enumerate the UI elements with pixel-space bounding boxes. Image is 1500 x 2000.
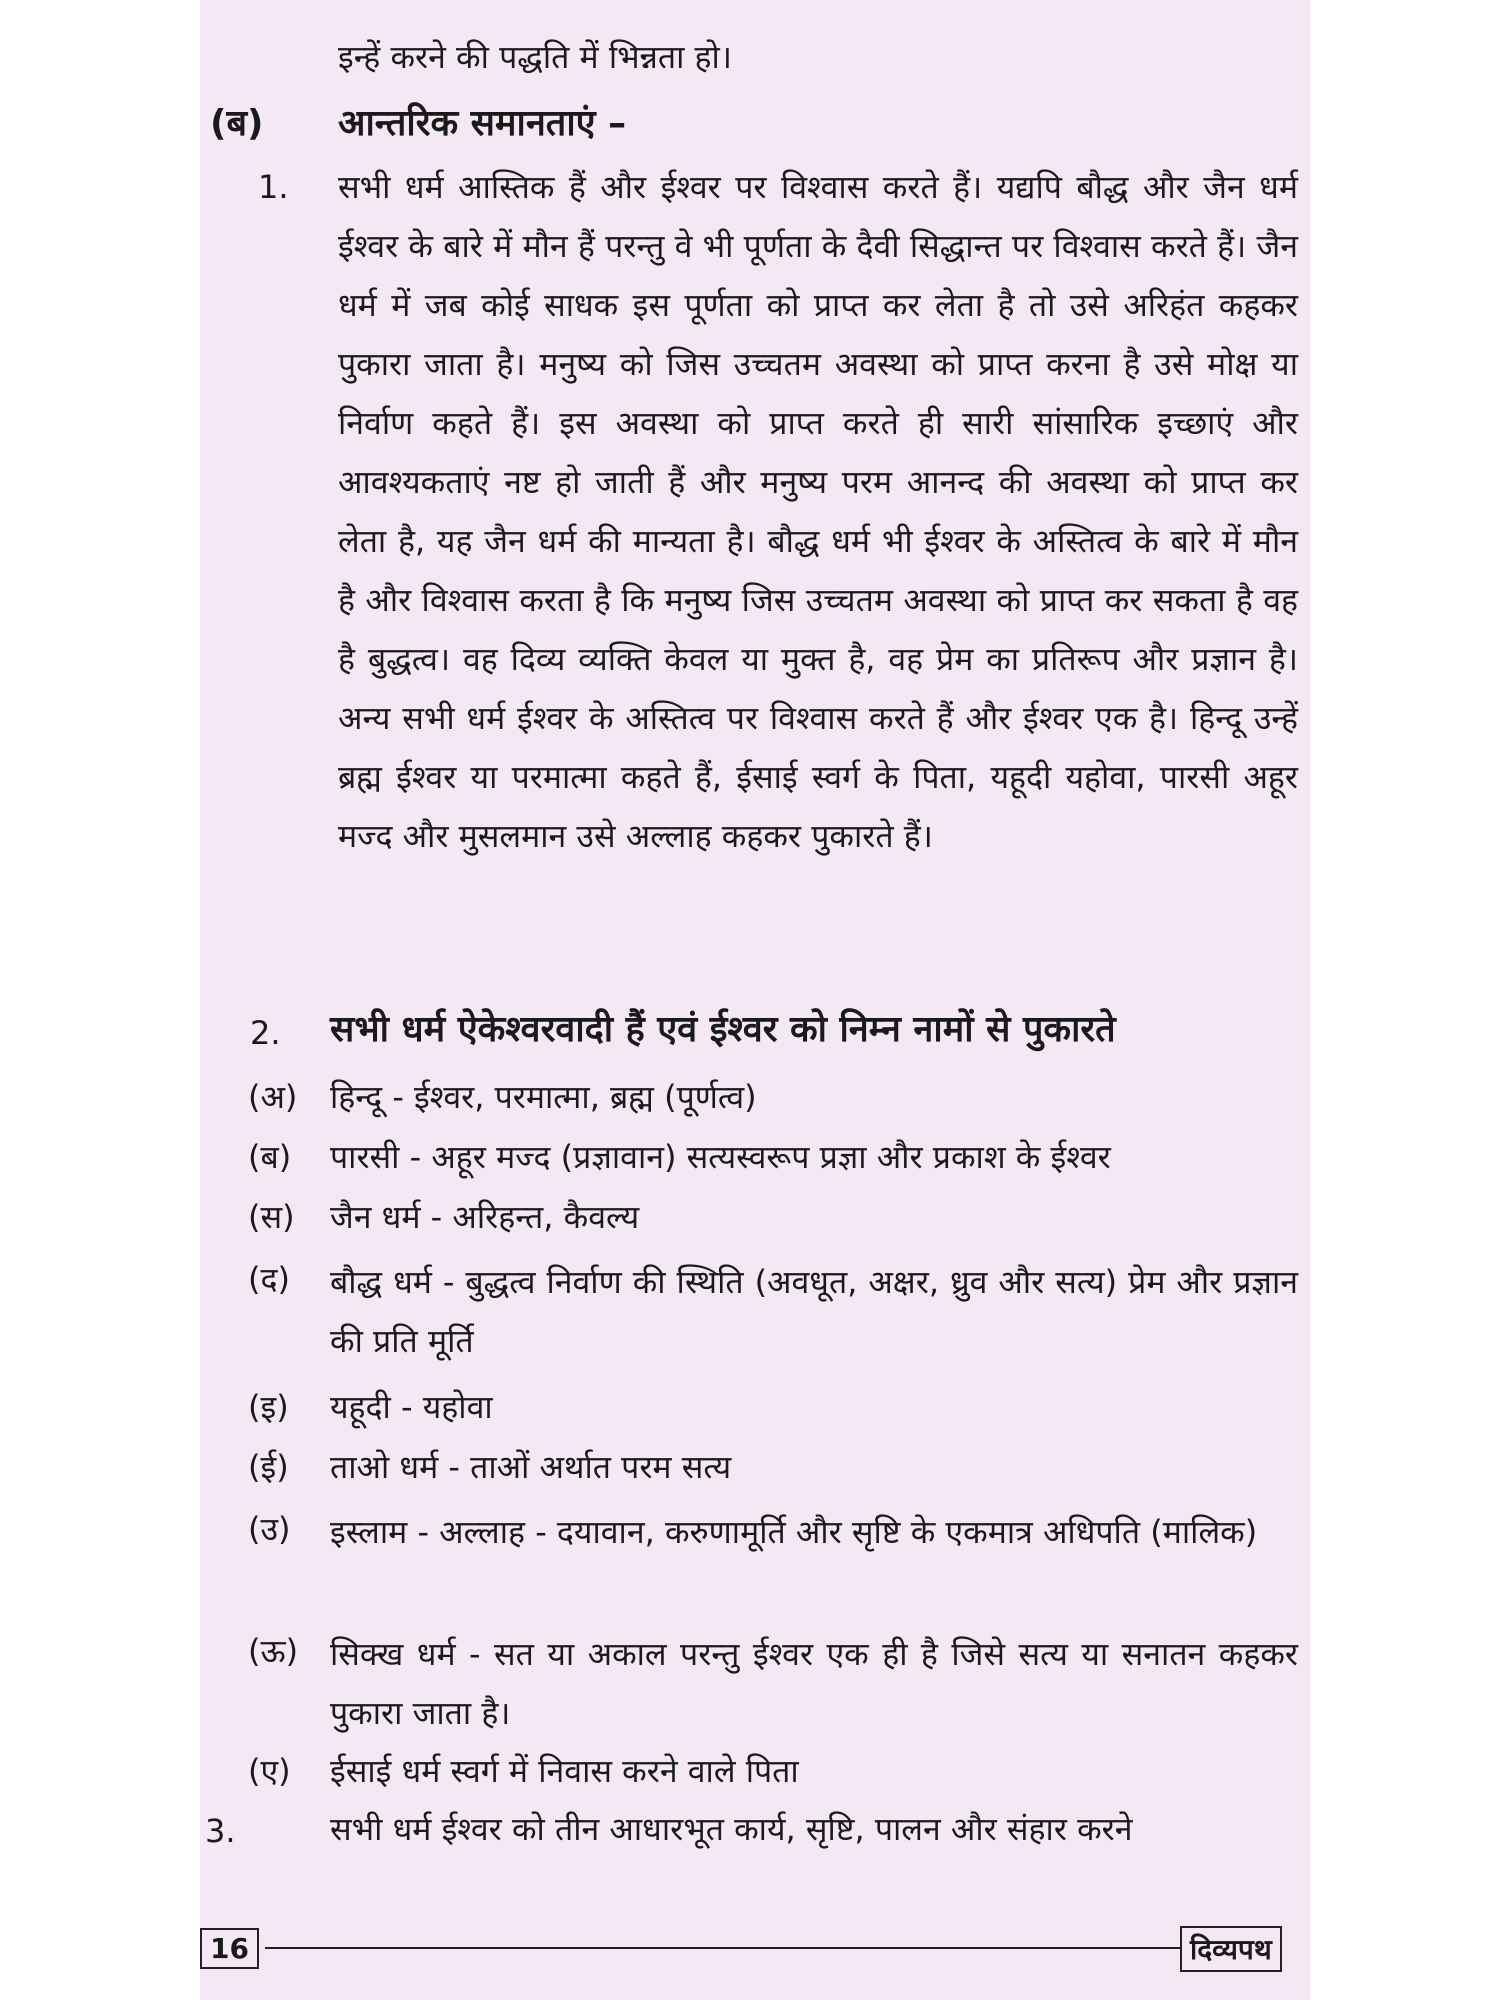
- item-text: हिन्दू - ईश्वर, परमात्मा, ब्रह्म (पूर्णत्व): [330, 1078, 757, 1116]
- section-b-marker: (ब): [210, 103, 264, 144]
- point-2-number: 2.: [250, 1014, 281, 1052]
- item-marker: (द): [248, 1260, 290, 1298]
- footer-rule: [265, 1947, 1180, 1949]
- item-text: यहूदी - यहोवा: [330, 1388, 493, 1426]
- item-text: बौद्ध धर्म - बुद्धत्व निर्वाण की स्थिति (अवधूत, अक्षर, ध्रुव और सत्य) प्रेम और प्रज्ञान की प्रति मूर्ति: [330, 1263, 1298, 1360]
- book-title: दिव्यपथ: [1180, 1926, 1282, 1972]
- intro-line: इन्हें करने की पद्धति में भिन्नता हो।: [338, 38, 732, 76]
- item-text: पारसी - अहूर मज्द (प्रज्ञावान) सत्यस्वरूप प्रज्ञा और प्रकाश के ईश्वर: [330, 1138, 1111, 1176]
- point-3-number: 3.: [205, 1812, 236, 1850]
- item-text: इस्लाम - अल्लाह - दयावान, करुणामूर्ति और सृष्टि के एकमात्र अधिपति (मालिक): [330, 1513, 1258, 1551]
- item-marker: (उ): [248, 1510, 291, 1548]
- item-text: सिक्ख धर्म - सत या अकाल परन्तु ईश्वर एक ही है जिसे सत्य या सनातन कहकर पुकारा जाता है।: [330, 1635, 1298, 1732]
- point-2-heading: सभी धर्म ऐकेश्वरवादी हैं एवं ईश्वर को निम्न नामों से पुकारते: [330, 1009, 1116, 1050]
- point-1-text: सभी धर्म आस्तिक हैं और ईश्वर पर विश्वास करते हैं। यद्यपि बौद्ध और जैन धर्म ईश्वर के बारे में मौन हैं परन्तु वे भी पूर्णता के दैवी सिद्धान्त पर विश्वास करते हैं। जैन धर्म में जब कोई साधक इस पूर्णता को प्राप्त कर लेता है तो उसे अरिहंत कहकर पुकारा जाता है। मनुष्य को जिस उच्चतम अवस्था को प्राप्त करना है उसे मोक्ष या निर्वाण कहते हैं। इस अवस्था को प्राप्त करते ही सारी सांसारिक इच्छाएं और आवश्यकताएं नष्ट हो जाती हैं और मनुष्य परम आनन्द की अवस्था को प्राप्त कर लेता है, यह जैन धर्म की मान्यता है। बौद्ध धर्म भी ईश्वर के अस्तित्व के बारे में मौन है और विश्वास करता है कि मनुष्य जिस उच्चतम अवस्था को प्राप्त कर सकता है वह है बुद्धत्व। वह दिव्य व्यक्ति केवल या मुक्त है, वह प्रेम का प्रतिरूप और प्रज्ञान है। अन्य सभी धर्म ईश्वर के अस्तित्व पर विश्वास करते हैं और ईश्वर एक है। हिन्दू उन्हें ब्रह्म ईश्वर या परमात्मा कहते हैं, ईसाई स्वर्ग के पिता, यहूदी यहोवा, पारसी अहूर मज्द और मुसलमान उसे अल्लाह कहकर पुकारते हैं।: [338, 168, 1298, 855]
- page-number: 16: [200, 1928, 259, 1969]
- item-marker: (ए): [248, 1752, 291, 1790]
- item-text: जैन धर्म - अरिहन्त, कैवल्य: [330, 1198, 640, 1236]
- section-b-title: आन्तरिक समानताएं –: [338, 103, 627, 144]
- item-marker: (अ): [248, 1078, 298, 1116]
- item-marker: (स): [248, 1198, 295, 1236]
- point-3-text: सभी धर्म ईश्वर को तीन आधारभूत कार्य, सृष्टि, पालन और संहार करने: [330, 1810, 1133, 1848]
- item-text: ईसाई धर्म स्वर्ग में निवास करने वाले पिता: [330, 1752, 799, 1790]
- item-marker: (ऊ): [248, 1632, 299, 1670]
- item-marker: (ब): [248, 1138, 292, 1176]
- item-marker: (ई): [248, 1448, 289, 1486]
- item-marker: (इ): [248, 1388, 289, 1426]
- point-1-number: 1.: [258, 168, 289, 206]
- item-text: ताओ धर्म - ताओं अर्थात परम सत्य: [330, 1448, 732, 1486]
